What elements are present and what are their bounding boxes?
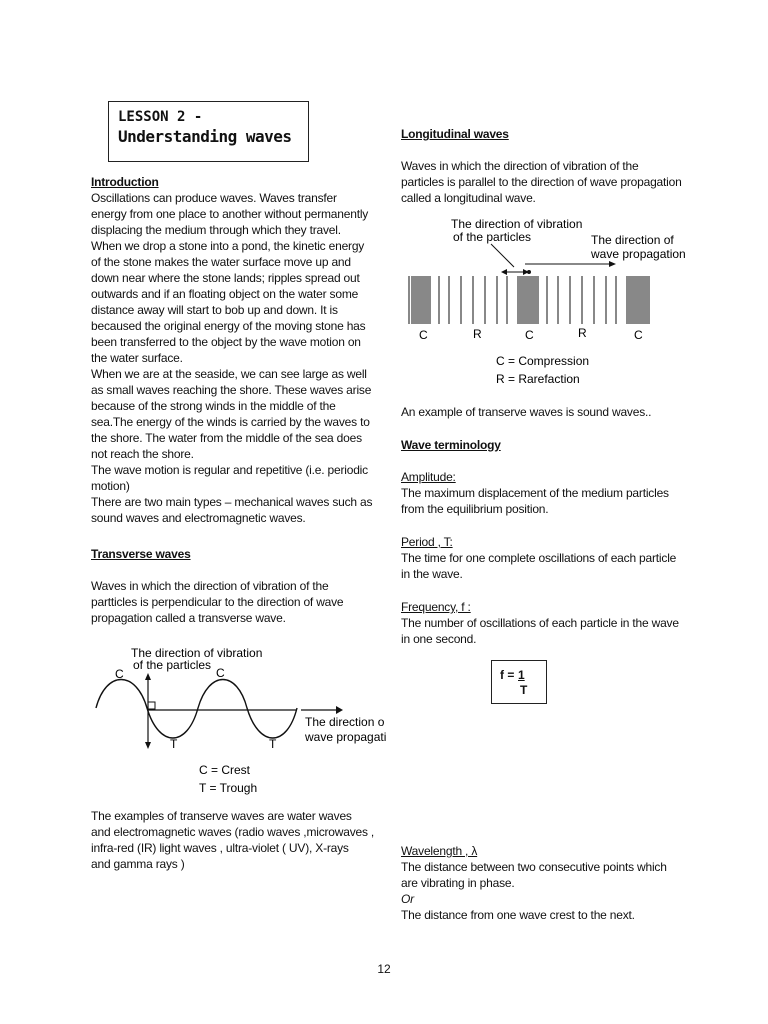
vibration-pointer [491,244,514,267]
legend-compression: C = Compression [496,354,590,368]
particle-lines [409,276,649,324]
formula-lhs: f = [500,668,515,682]
crest-label-2: C [216,666,225,680]
frequency-formula-box [491,660,547,704]
region-label-1: C [419,328,428,342]
region-label-3: C [525,328,534,342]
region-label-2: R [473,327,482,341]
introduction-heading: Introduction [91,175,159,189]
longitudinal-vibration-label-1: The direction of vibration [451,217,583,231]
period-definition: The time for one complete oscillations of each particle in the wave. [401,551,677,581]
propagation-arrowhead [336,706,343,714]
longitudinal-vibration-arrowhead-left [501,269,507,275]
wavelength-section [401,843,701,923]
longitudinal-example: An example of transerve waves is sound waves.. [401,405,652,419]
wavelength-definition-alt: The distance from one wave crest to the next. [401,908,635,922]
frequency-term: Frequency, f : [401,600,471,614]
lesson-label: LESSON 2 - [118,109,203,125]
longitudinal-wave-diagram [401,212,696,392]
longitudinal-example-section [401,404,701,420]
formula-denominator: T [520,683,528,697]
legend-crest: C = Crest [199,763,251,777]
transverse-body: Waves in which the direction of vibration of the partticles is perpendicular to the direction of wave propagation called a transverse wave. [91,579,344,625]
amplitude-term: Amplitude: [401,470,456,484]
wavelength-or: Or [401,892,414,906]
transverse-vibration-label-2: of the particles [133,658,212,672]
vibration-arrowhead-up [145,673,151,680]
period-term: Period , T: [401,535,453,549]
transverse-propagation-label-2: wave propagati [305,730,386,744]
terminology-heading: Wave terminology [401,438,501,452]
introduction-section [91,174,381,526]
longitudinal-vibration-label-2: of the particles [453,230,532,244]
region-label-4: R [578,326,587,340]
transverse-heading: Transverse waves [91,547,191,561]
vibration-arrowhead-down [145,742,151,749]
longitudinal-propagation-arrowhead [609,261,616,267]
frequency-definition: The number of oscillations of each particle in the wave in one second. [401,616,679,646]
wavelength-definition: The distance between two consecutive points which are vibrating in phase. [401,860,667,890]
region-label-5: C [634,328,643,342]
longitudinal-body: Waves in which the direction of vibration of the particles is parallel to the direction of wave propagation called a longitudinal wave. [401,159,682,205]
transverse-wave-diagram [91,640,386,800]
transverse-propagation-label-1: The direction o [305,715,385,729]
longitudinal-propagation-label-2: wave propagation [591,247,686,261]
wavelength-term: Wavelength , λ [401,844,478,858]
longitudinal-heading: Longitudinal waves [401,127,509,141]
longitudinal-section [401,126,691,206]
legend-trough: T = Trough [199,781,258,795]
wave-curve [96,680,297,739]
trough-label-1: T [170,737,178,751]
legend-rarefaction: R = Rarefaction [496,372,580,386]
introduction-body: Oscillations can produce waves. Waves transfer energy from one place to another without permanently displacing the medium through which they travel. When we drop a stone into a pond, the kinetic energy of the stone makes the water surface move up and down near where the stone lands; ripples spread out outwards and if an floating object on the water some distance away will start to bob up and down. It is becaused the original energy of the moving stone has been transferred to the object by the wave motion on the water surface. When we are at the seaside, we can see large as well as small waves reaching the shore. These waves arise because of the strong winds in the middle of the sea.The energy of the winds is carried by the waves to the shore. The water from the middle of the sea does not reach the shore. The wave motion is regular and repetitive (i.e. periodic motion) There are two main types – mechanical waves such as sound waves and electromagnetic waves. [91,191,373,525]
particle-marker [148,702,155,709]
crest-label-1: C [115,667,124,681]
transverse-vibration-label-1: The direction of vibration [131,646,263,660]
trough-label-2: T [269,737,277,751]
longitudinal-propagation-label-1: The direction of [591,233,674,247]
page-number: 12 [377,962,391,976]
amplitude-definition: The maximum displacement of the medium particles from the equilibrium position. [401,486,669,516]
transverse-section [91,546,381,626]
formula-numerator: 1 [518,668,525,682]
lesson-title-box [108,101,309,162]
lesson-title: Understanding waves [118,127,292,146]
transverse-examples-section [91,808,381,872]
longitudinal-particle [527,270,531,274]
terminology-section [401,437,701,647]
transverse-examples: The examples of transerve waves are water waves and electromagnetic waves (radio waves ,microwaves , infra-red (IR) light waves , ultra-violet ( UV), X-rays and gamma rays ) [91,809,375,871]
